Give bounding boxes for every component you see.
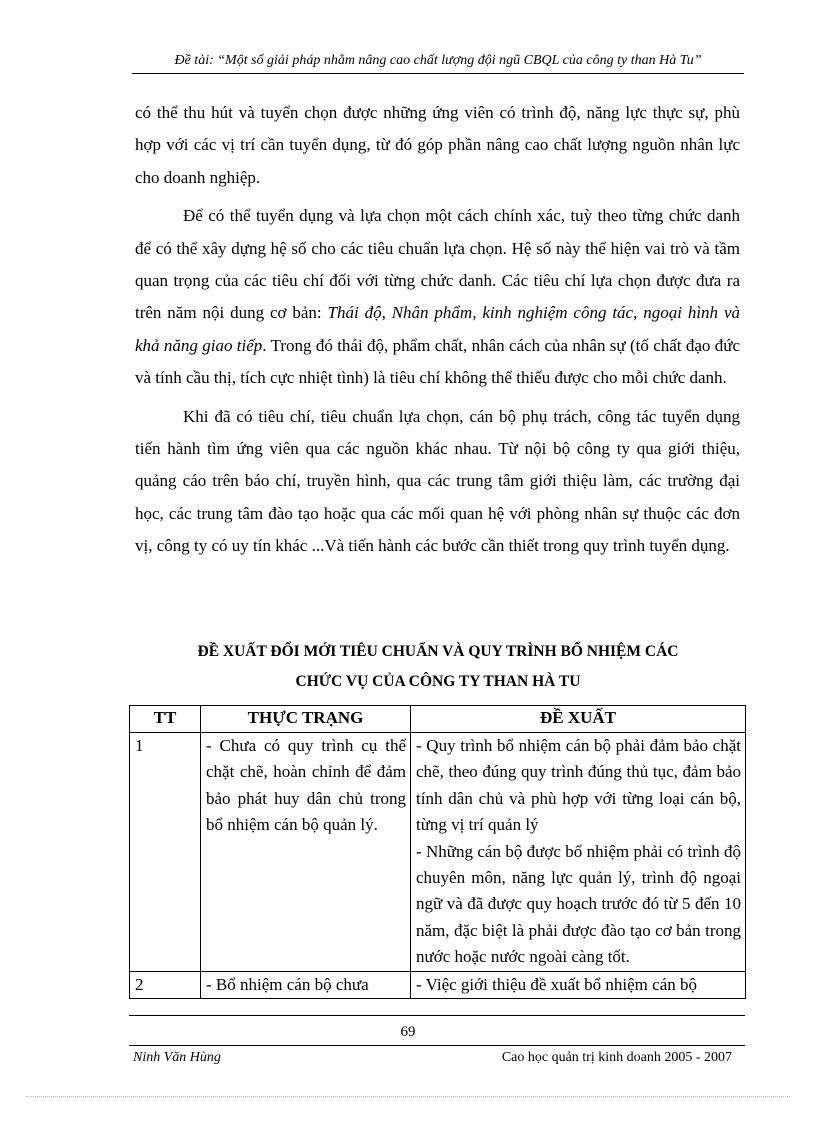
row-2-thuc-trang: - Bổ nhiệm cán bộ chưa <box>201 971 411 998</box>
paragraph-1: có thể thu hút và tuyển chọn được những ứng viên có trình độ, năng lực thực sự, phù hợp với các vị trí cần tuyển dụng, từ đó góp phần nâng cao chất lượng nguồn nhân lực cho doanh nghiệp. <box>135 103 740 187</box>
row-1-de-xuat-item-2: - Những cán bộ được bổ nhiệm phải có trình độ chuyên môn, năng lực quản lý, trình độ ngoại ngữ và đã được quy hoạch trước đó từ 5 đến 10 năm, đặc biệt là phải được đào tạo cơ bản trong nước hoặc nước ngoài càng tốt. <box>416 841 741 967</box>
table-header-row <box>130 706 746 733</box>
row-1-de-xuat <box>411 733 746 972</box>
header-tt: TT <box>130 706 201 733</box>
footer-author: Ninh Văn Hùng <box>133 1050 221 1065</box>
table-row <box>130 733 746 972</box>
footer-rule <box>129 1045 745 1046</box>
body-text <box>135 97 740 569</box>
table-bottom-border <box>129 1015 745 1016</box>
header-thuc-trang: THỰC TRẠNG <box>201 706 411 733</box>
section-title-line-2: CHỨC VỤ CỦA CÔNG TY THAN HÀ TU <box>295 673 581 690</box>
row-2-tt: 2 <box>130 971 201 998</box>
row-1-de-xuat-item-1: - Quy trình bổ nhiệm cán bộ phải đảm bảo chặt chẽ, theo đúng quy trình đúng thủ tục, đảm bảo tính dân chủ và phù hợp với từng loại cán bộ, từng vị trí quản lý <box>416 736 741 835</box>
header-rule <box>132 73 744 74</box>
paragraph-3: Khi đã có tiêu chí, tiêu chuẩn lựa chọn, cán bộ phụ trách, công tác tuyển dụng tiến hành tìm ứng viên qua các nguồn khác nhau. Từ nội bộ công ty qua giới thiệu, quảng cáo trên báo chí, truyền hình, qua các trung tâm giới thiệu làm, các trường đại học, các trung tâm đào tạo hoặc qua các mối quan hệ với phòng nhân sự thuộc các đơn vị, công ty có uy tín khác ...Và tiến hành các bước cần thiết trong quy trình tuyển dụng. <box>135 406 740 556</box>
paragraph-2-text-b: . Trong đó thái độ, phẩm chất, nhân cách của nhân sự (tố chất đạo đức và tính cầu thị, tích cực nhiệt tình) là tiêu chí không thể thiếu được cho mỗi chức danh. <box>135 335 740 388</box>
row-2-de-xuat: - Việc giới thiệu đề xuất bổ nhiệm cán bộ <box>411 971 746 998</box>
header-de-xuat: ĐỀ XUẤT <box>411 706 746 733</box>
section-title-line-1: ĐỀ XUẤT ĐỔI MỚI TIÊU CHUẨN VÀ QUY TRÌNH BỔ NHIỆM CÁC <box>197 643 679 660</box>
section-title <box>132 637 744 697</box>
running-header: Đề tài: “Một số giải pháp nhằm nâng cao chất lượng đội ngũ CBQL của công ty than Hà Tu” <box>174 53 702 68</box>
footer-course: Cao học quản trị kinh doanh 2005 - 2007 <box>501 1050 732 1065</box>
row-1-thuc-trang: - Chưa có quy trình cụ thể chặt chẽ, hoàn chỉnh để đảm bảo phát huy dân chủ trong bổ nhiệm cán bộ quản lý. <box>201 733 411 972</box>
page-number: 69 <box>400 1024 416 1040</box>
paragraph-2-text-a: Để có thể tuyển dụng và lựa chọn một cách chính xác, tuỳ theo từng chức danh để có thể xây dựng hệ số cho các tiêu chuẩn lựa chọn. Hệ số này thể hiện vai trò và tầm quan trọng của các tiêu chí đối với từng chức danh. Các tiêu chí lựa chọn được đưa ra trên năm nội dung cơ bản: <box>135 206 740 323</box>
proposal-table <box>129 705 746 999</box>
page-edge-dots <box>26 1096 790 1097</box>
table-row <box>130 971 746 998</box>
paragraph-2 <box>135 200 740 394</box>
row-1-tt: 1 <box>130 733 201 972</box>
paragraph-2-italic-criteria: Thái độ, Nhân phẩm, kinh nghiệm công tác, ngoại hình và khả năng giao tiếp <box>135 303 740 355</box>
